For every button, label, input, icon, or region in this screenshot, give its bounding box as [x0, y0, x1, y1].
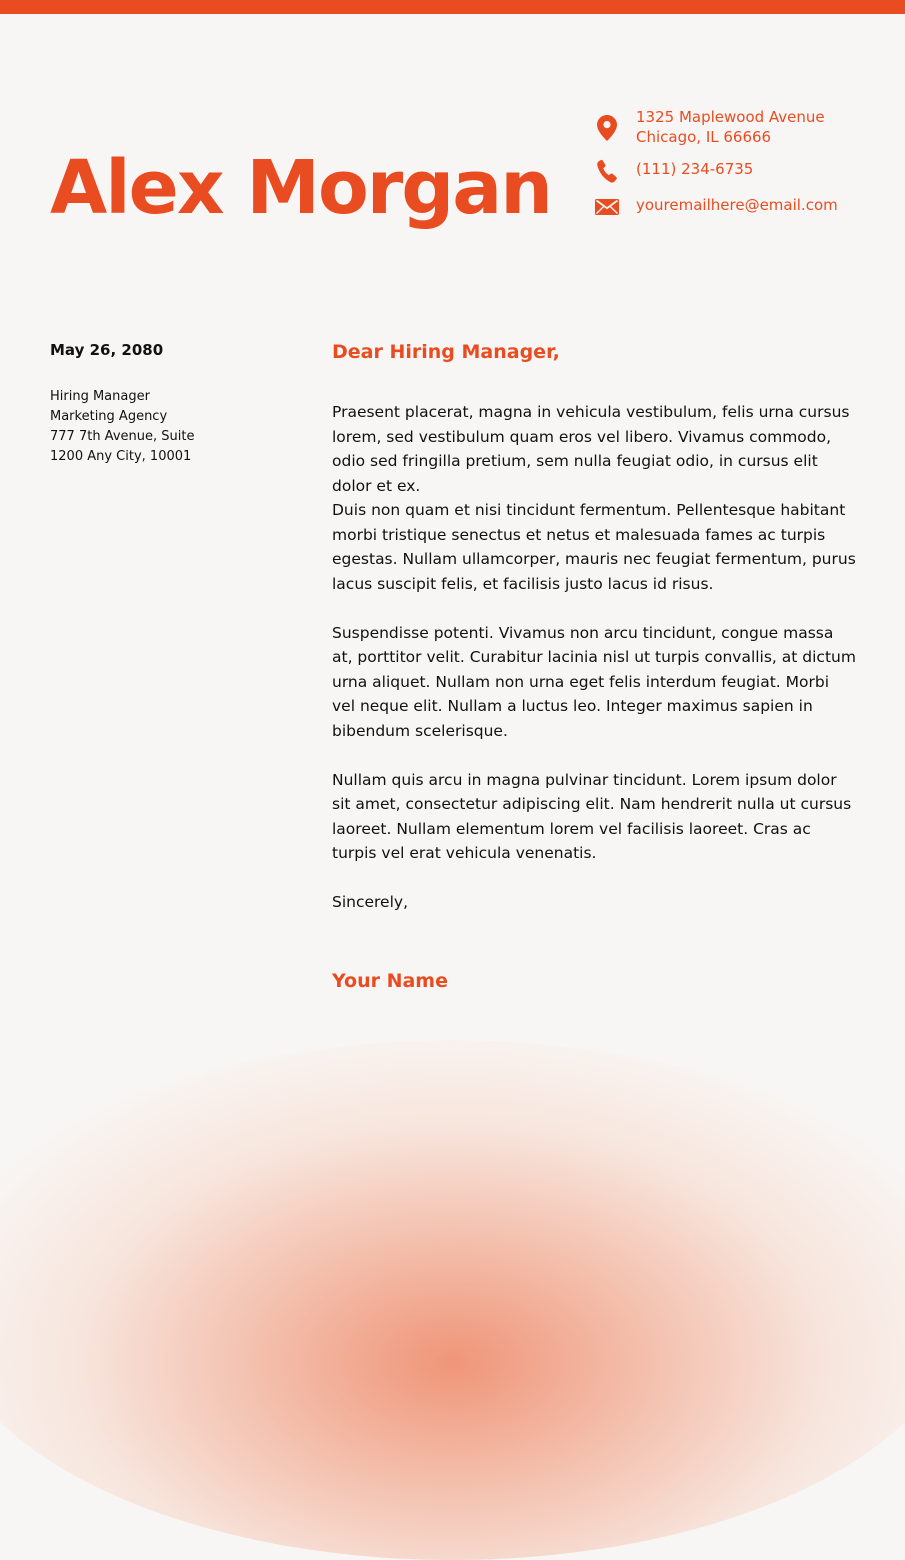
greeting: Dear Hiring Manager, — [332, 341, 560, 363]
paragraph: Duis non quam et nisi tincidunt fermentum. Pellentesque habitant morbi tristique senectus et netus et malesuada fames ac turpis egestas. Nullam ullamcorper, mauris nec feugiat fermentum, purus lacus suscipit felis, et facilisis justo lacus id risus. — [332, 501, 856, 593]
recipient-block — [50, 387, 290, 467]
recipient-line: Hiring Manager — [50, 389, 150, 404]
recipient-line: 1200 Any City, 10001 — [50, 449, 192, 464]
contact-email — [594, 195, 884, 215]
phone-icon — [594, 159, 620, 183]
contact-address — [594, 107, 884, 159]
background-gradient-glow — [0, 1040, 905, 1560]
paragraph: Suspendisse potenti. Vivamus non arcu tincidunt, congue massa at, porttitor velit. Curabitur lacinia nisl ut turpis convallis, at dictum urna aliquet. Nullam non urna eget felis interdum feugiat. Morbi vel neque elit. Nullam a luctus leo. Integer maximus sapien in bibendum scelerisque. — [332, 623, 856, 740]
applicant-name: Alex Morgan — [50, 145, 551, 231]
contact-info — [594, 107, 884, 215]
contact-phone — [594, 159, 884, 195]
closing: Sincerely, — [332, 893, 409, 911]
address-line-2: Chicago, IL 66666 — [636, 128, 772, 146]
paragraph: Nullam quis arcu in magna pulvinar tincidunt. Lorem ipsum dolor sit amet, consectetur adipiscing elit. Nam hendrerit nulla ut cursus laoreet. Nullam elementum lorem vel facilisis laoreet. Cras ac turpis vel erat vehicula venenatis. — [332, 770, 852, 862]
email-address[interactable]: youremailhere@email.com — [636, 196, 838, 214]
signature-name: Your Name — [332, 969, 448, 992]
letter-paragraphs — [332, 400, 856, 866]
paragraph: Praesent placerat, magna in vehicula vestibulum, felis urna cursus lorem, sed vestibulum quam eros vel libero. Vivamus commodo, odio sed fringilla pretium, sem nulla feugiat odio, in cursus elit dolor et ex. — [332, 403, 850, 495]
top-accent-bar — [0, 0, 905, 14]
letter-sidebar — [50, 339, 290, 467]
address-line-1: 1325 Maplewood Avenue — [636, 108, 825, 126]
letter-date: May 26, 2080 — [50, 341, 164, 359]
letter-body — [332, 338, 856, 995]
phone-number[interactable]: (111) 234-6735 — [636, 160, 754, 178]
location-pin-icon — [594, 107, 620, 141]
envelope-icon — [594, 195, 620, 215]
recipient-line: 777 7th Avenue, Suite — [50, 429, 195, 444]
recipient-line: Marketing Agency — [50, 409, 168, 424]
